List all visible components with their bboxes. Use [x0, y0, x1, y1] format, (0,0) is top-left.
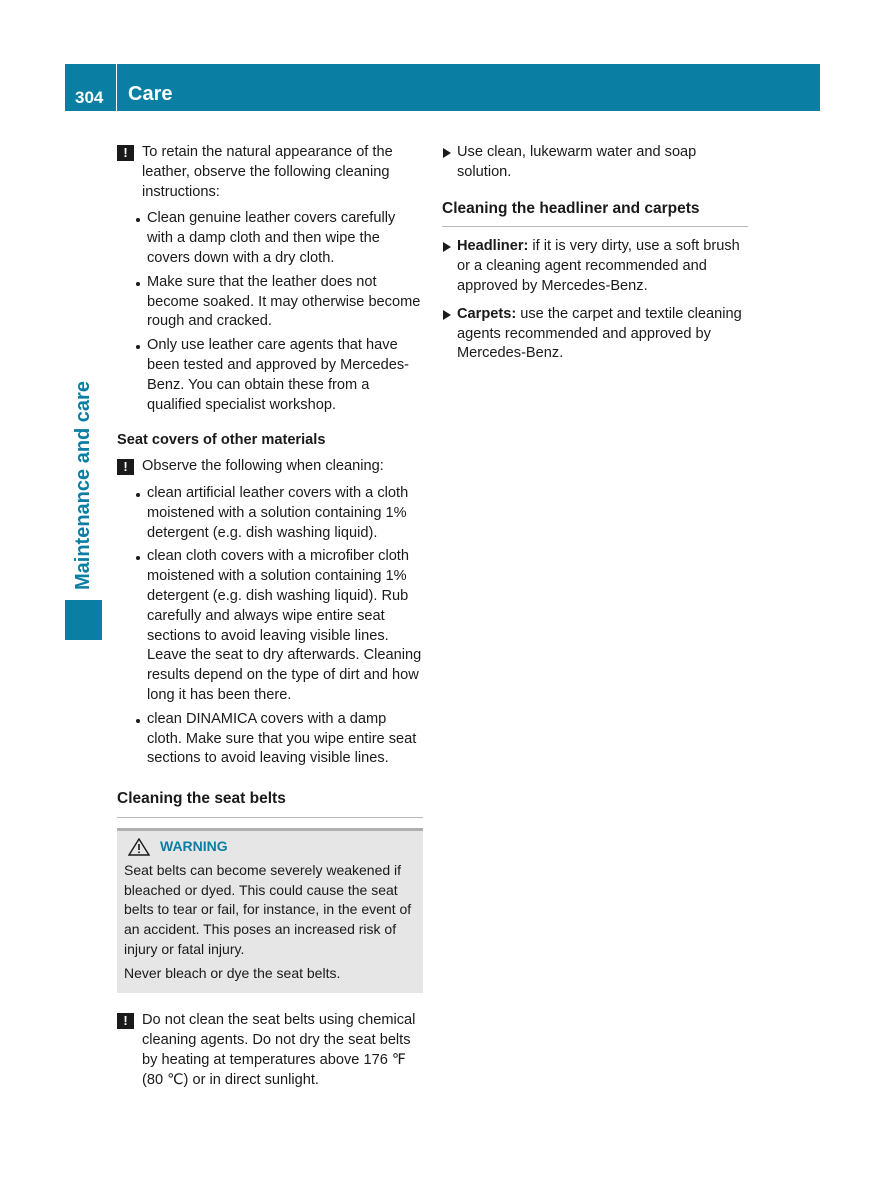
warning-text: Never bleach or dye the seat belts. — [124, 964, 341, 981]
note-text: Do not clean the seat belts using chemical cleaning agents. Do not dry the seat belts by heating at temperatures above 176 ℉ (80 ℃) or in direct sunlight. — [142, 1012, 416, 1088]
page-header — [65, 64, 820, 111]
note-text: To retain the natural appearance of the leather, observe the following cleaning instructions: — [142, 144, 393, 200]
covers-list — [117, 484, 423, 769]
warning-triangle-icon — [128, 838, 150, 856]
list-item: Only use leather care agents that have been tested and approved by Mercedes-Benz. You can obtain these from a qualified specialist workshop. — [117, 336, 423, 415]
section-title: Care — [128, 83, 173, 105]
exclamation-icon: ! — [117, 145, 134, 161]
header-divider — [116, 64, 117, 111]
exclamation-icon: ! — [117, 459, 134, 475]
side-tab-marker — [65, 600, 102, 640]
heading-seat-covers: Seat covers of other materials — [117, 432, 326, 449]
heading-seat-belts: Cleaning the seat belts — [117, 789, 423, 818]
arrow-right-icon — [443, 310, 451, 320]
arrow-right-icon — [443, 242, 451, 252]
warning-header — [124, 837, 417, 857]
carpets-text: use the carpet and textile cleaning agents recommended and approved by Mercedes-Benz. — [457, 305, 742, 362]
note-text: Observe the following when cleaning: — [142, 458, 384, 475]
list-item: clean DINAMICA covers with a damp cloth. Make sure that you wipe entire seat sections to avoid leaving visible lines. — [117, 710, 423, 769]
warning-box — [117, 828, 423, 994]
page-number: 304 — [75, 88, 104, 107]
list-item: Clean genuine leather covers carefully with a damp cloth and then wipe the covers down with a dry cloth. — [117, 209, 423, 268]
note-observe — [117, 457, 423, 477]
headliner-label: Headliner: — [457, 238, 529, 255]
action-step-carpets — [442, 305, 748, 364]
note-leather — [117, 143, 423, 202]
right-column — [442, 143, 748, 372]
action-text: Use clean, lukewarm water and soap solution. — [457, 144, 697, 180]
action-step-headliner — [442, 237, 748, 296]
list-item: Make sure that the leather does not become soaked. It may otherwise become rough and cracked. — [117, 273, 423, 332]
headliner-text: if it is very dirty, use a soft brush or a cleaning agent recommended and approved by Mercedes-Benz. — [457, 238, 740, 294]
left-column — [117, 143, 423, 1098]
side-tab-label: Maintenance and care — [72, 381, 94, 590]
arrow-right-icon — [443, 148, 451, 158]
action-step — [442, 143, 748, 183]
carpets-label: Carpets: — [457, 305, 517, 322]
warning-text: Seat belts can become severely weakened if bleached or dyed. This could cause the seat belts to tear or fail, for instance, in the event of an accident. This poses an increased risk of injury or fatal injury. — [124, 861, 412, 957]
warning-title: WARNING — [160, 837, 228, 854]
note-seat-belts — [117, 1011, 423, 1090]
heading-headliner: Cleaning the headliner and carpets — [442, 199, 748, 228]
exclamation-icon: ! — [117, 1013, 134, 1029]
list-item: clean cloth covers with a microfiber cloth moistened with a solution containing 1% detergent (e.g. dish washing liquid). Rub carefully and always wipe entire seat sections to avoid leaving visible lines. Leave the seat to dry afterwards. Cleaning results depend on the type of dirt and how long it has been there. — [117, 547, 423, 705]
list-item: clean artificial leather covers with a cloth moistened with a solution containing 1% detergent (e.g. dish washing liquid). — [117, 484, 423, 543]
leather-list — [117, 209, 423, 415]
